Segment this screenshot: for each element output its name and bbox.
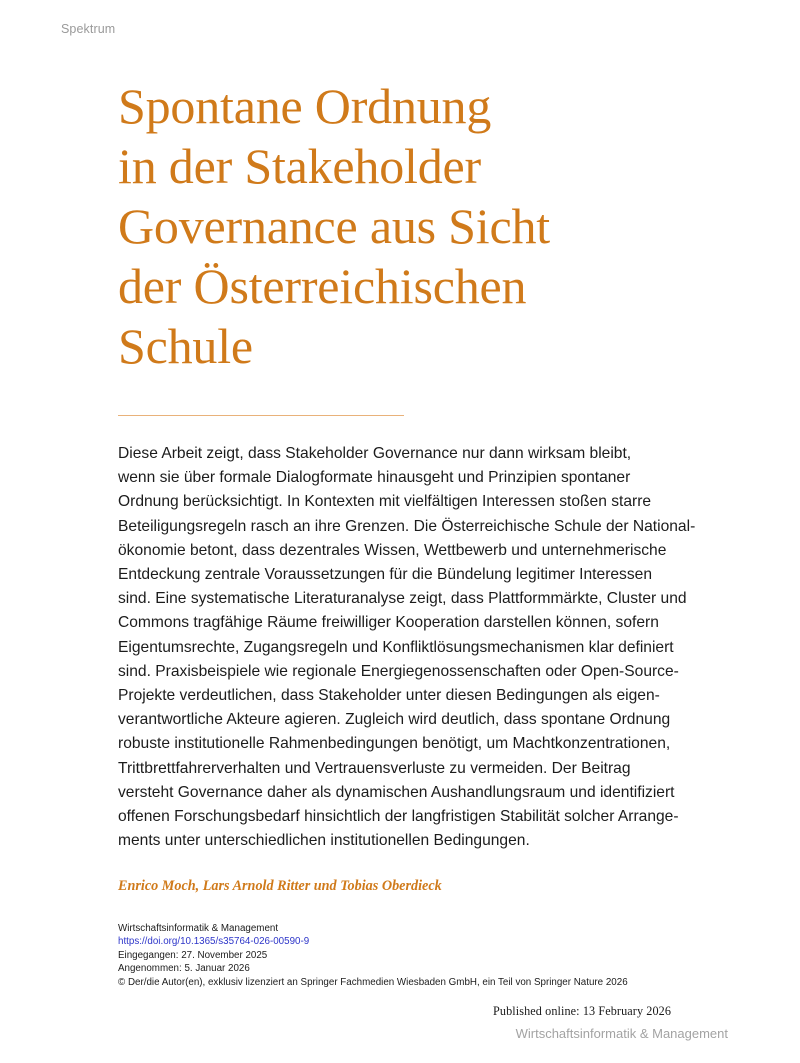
copyright-notice: © Der/die Autor(en), exklusiv lizenziert an Springer Fachmedien Wiesbaden GmbH, ein Teil von Springer Nature 2026: [118, 976, 628, 988]
abstract-line: ökonomie betont, dass dezentrales Wissen, Wettbewerb und unternehmerische: [118, 541, 667, 559]
abstract-line: Beteiligungsregeln rasch an ihre Grenzen. Die Österreichische Schule der National-: [118, 517, 696, 535]
abstract-line: ments unter unterschiedlichen institutionellen Bedingungen.: [118, 832, 530, 850]
abstract-line: Projekte verdeutlichen, dass Stakeholder unter diesen Bedingungen als eigen-: [118, 687, 660, 705]
abstract-line: wenn sie über formale Dialogformate hinausgeht und Prinzipien spontaner: [118, 469, 631, 487]
accepted-date: Angenommen: 5. Januar 2026: [118, 963, 250, 975]
title-line: der Österreichischen: [118, 258, 527, 314]
abstract-line: versteht Governance daher als dynamischen Aushandlungsraum und identifiziert: [118, 783, 675, 801]
title-line: Governance aus Sicht: [118, 198, 550, 254]
abstract-line: Trittbrettfahrerverhalten und Vertrauensverluste zu vermeiden. Der Beitrag: [118, 759, 631, 777]
received-date: Eingegangen: 27. November 2025: [118, 949, 268, 961]
abstract-line: Ordnung berücksichtigt. In Kontexten mit vielfältigen Interessen stoßen starre: [118, 493, 652, 511]
abstract-line: verantwortliche Akteure agieren. Zugleich wird deutlich, dass spontane Ordnung: [118, 711, 671, 729]
abstract-line: sind. Praxisbeispiele wie regionale Energiegenossenschaften oder Open-Source-: [118, 662, 679, 680]
abstract-line: Commons tragfähige Räume freiwilliger Kooperation darstellen können, sofern: [118, 614, 659, 632]
abstract-line: sind. Eine systematische Literaturanalyse zeigt, dass Plattformmärkte, Cluster und: [118, 590, 687, 608]
abstract-line: Diese Arbeit zeigt, dass Stakeholder Governance nur dann wirksam bleibt,: [118, 445, 632, 462]
section-label: Spektrum: [61, 22, 116, 36]
footer-journal-name: Wirtschaftsinformatik & Management: [515, 1026, 728, 1041]
abstract-line: robuste institutionelle Rahmenbedingungen benötigt, um Machtkonzentrationen,: [118, 735, 671, 753]
title-line: Schule: [118, 318, 253, 374]
publication-metadata: [118, 922, 628, 989]
abstract-line: offenen Forschungsbedarf hinsichtlich der langfristigen Stabilität solcher Arrange-: [118, 808, 679, 826]
author-list: Enrico Moch, Lars Arnold Ritter und Tobias Oberdieck: [118, 878, 442, 894]
published-online-date: Published online: 13 February 2026: [493, 1004, 672, 1018]
article-title: [118, 76, 550, 376]
title-line: Spontane Ordnung: [118, 78, 492, 134]
abstract: [118, 442, 696, 853]
abstract-line: Entdeckung zentrale Voraussetzungen für die Bündelung legitimer Interessen: [118, 566, 652, 584]
journal-name: Wirtschaftsinformatik & Management: [118, 923, 279, 934]
title-line: in der Stakeholder: [118, 138, 481, 194]
doi-link[interactable]: https://doi.org/10.1365/s35764-026-00590-9: [118, 936, 310, 948]
title-divider: [118, 415, 404, 416]
abstract-line: Eigentumsrechte, Zugangsregeln und Konfliktlösungsmechanismen klar definiert: [118, 638, 674, 656]
